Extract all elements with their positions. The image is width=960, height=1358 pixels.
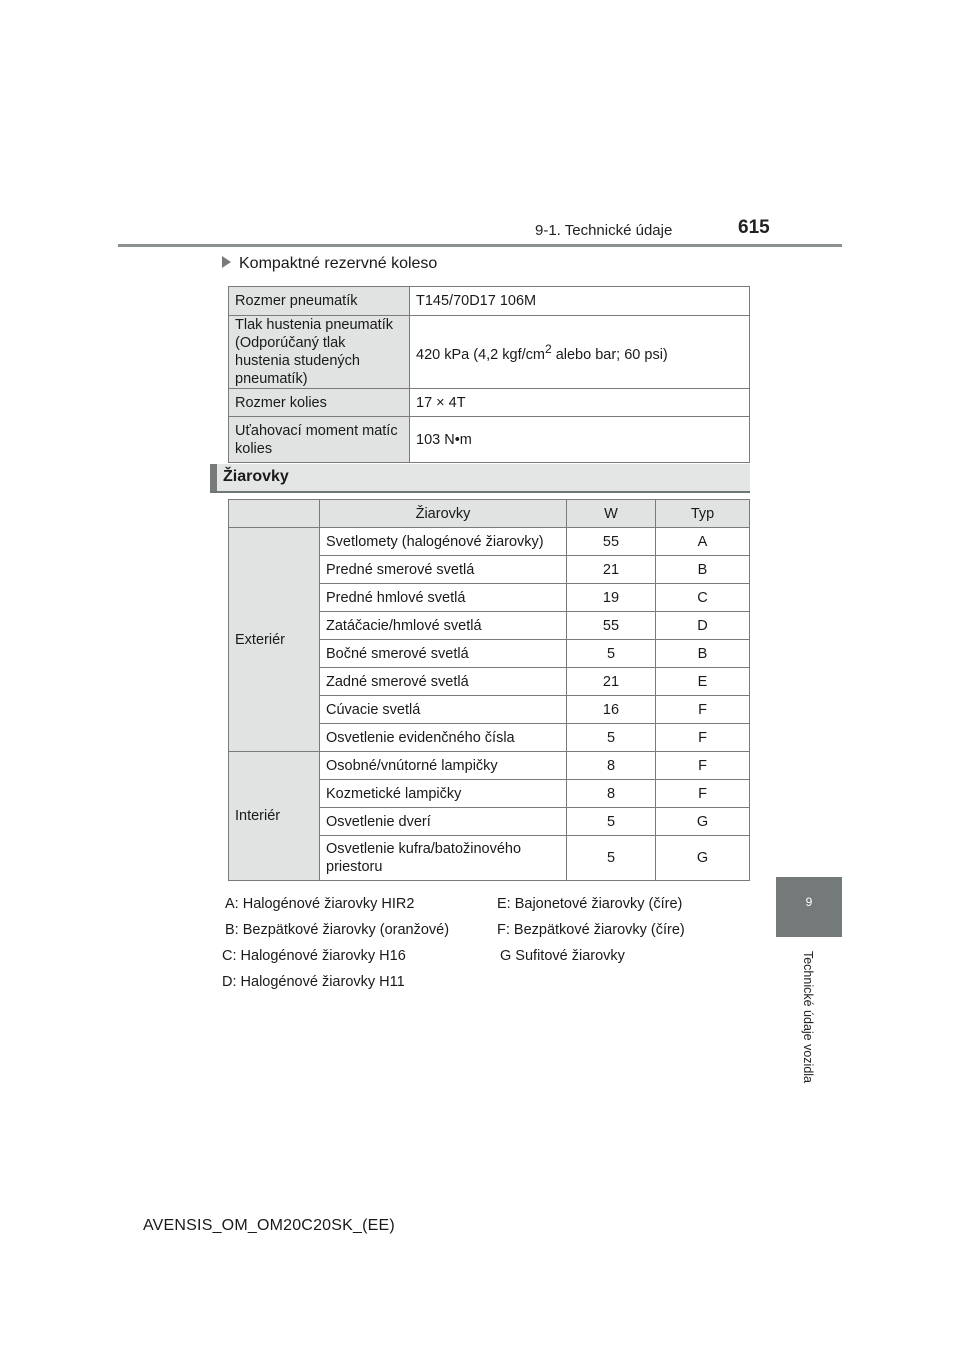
arrow-right-icon bbox=[222, 256, 231, 268]
spare-wheel-table bbox=[228, 286, 750, 463]
table-cell: 103 N•m bbox=[410, 417, 750, 463]
chapter-label: Technické údaje vozidla bbox=[801, 950, 815, 1084]
bulb-name: Osvetlenie dverí bbox=[320, 808, 567, 836]
footer-document-code: AVENSIS_OM_OM20C20SK_(EE) bbox=[143, 1217, 395, 1234]
table-cell: Rozmer pneumatík bbox=[229, 287, 410, 316]
bulb-watts: 8 bbox=[567, 780, 656, 808]
bulb-name: Predné smerové svetlá bbox=[320, 556, 567, 584]
pressure-value-suffix: alebo bar; 60 psi) bbox=[551, 346, 668, 363]
legend-c: C: Halogénové žiarovky H16 bbox=[222, 948, 406, 964]
bulb-type: B bbox=[656, 556, 750, 584]
bulb-name: Osvetlenie kufra/batožinového priestoru bbox=[320, 836, 567, 881]
bulb-watts: 21 bbox=[567, 556, 656, 584]
bulb-watts: 55 bbox=[567, 528, 656, 556]
bulb-name: Osvetlenie evidenčného čísla bbox=[320, 724, 567, 752]
table-header-cell bbox=[229, 500, 320, 528]
chapter-number: 9 bbox=[805, 895, 813, 909]
table-cell: T145/70D17 106M bbox=[410, 287, 750, 316]
bulb-type: B bbox=[656, 640, 750, 668]
bulb-type: F bbox=[656, 752, 750, 780]
bulb-type: F bbox=[656, 780, 750, 808]
bulb-type: G bbox=[656, 808, 750, 836]
table-cell: 17 × 4T bbox=[410, 389, 750, 417]
bulbs-section-title: Žiarovky bbox=[223, 468, 289, 485]
table-row bbox=[229, 287, 750, 316]
bulb-watts: 21 bbox=[567, 668, 656, 696]
legend-d: D: Halogénové žiarovky H11 bbox=[222, 974, 405, 990]
bulb-type: C bbox=[656, 584, 750, 612]
table-header-cell: Typ bbox=[656, 500, 750, 528]
header-section-title: 9-1. Technické údaje bbox=[535, 222, 673, 239]
pressure-value: 420 kPa (4,2 kgf/cm bbox=[416, 346, 545, 363]
bulb-type: E bbox=[656, 668, 750, 696]
section-marker bbox=[210, 464, 217, 491]
pressure-superscript: 2 bbox=[544, 341, 552, 356]
bulb-watts: 5 bbox=[567, 640, 656, 668]
bulb-name: Zatáčacie/hmlové svetlá bbox=[320, 612, 567, 640]
bulb-type: A bbox=[656, 528, 750, 556]
table-row bbox=[229, 389, 750, 417]
bulb-watts: 8 bbox=[567, 752, 656, 780]
header-rule bbox=[118, 244, 842, 247]
table-cell: Rozmer kolies bbox=[229, 389, 410, 417]
bulb-name: Predné hmlové svetlá bbox=[320, 584, 567, 612]
bulb-name: Cúvacie svetlá bbox=[320, 696, 567, 724]
bulb-watts: 19 bbox=[567, 584, 656, 612]
bulb-type: D bbox=[656, 612, 750, 640]
bulb-type: F bbox=[656, 696, 750, 724]
category-interior: Interiér bbox=[229, 752, 320, 881]
bulb-watts: 5 bbox=[567, 836, 656, 881]
legend-a: A: Halogénové žiarovky HIR2 bbox=[225, 896, 415, 912]
spare-wheel-heading bbox=[222, 255, 437, 273]
bulb-watts: 16 bbox=[567, 696, 656, 724]
bulb-name: Osobné/vnútorné lampičky bbox=[320, 752, 567, 780]
table-header-cell: W bbox=[567, 500, 656, 528]
table-cell bbox=[410, 316, 750, 389]
table-row bbox=[229, 417, 750, 463]
category-exterior: Exteriér bbox=[229, 528, 320, 752]
spare-wheel-heading-text: Kompaktné rezervné koleso bbox=[239, 255, 438, 272]
table-row bbox=[229, 316, 750, 389]
legend-e: E: Bajonetové žiarovky (číre) bbox=[497, 896, 683, 912]
table-row bbox=[229, 752, 750, 780]
chapter-tab bbox=[776, 877, 842, 937]
table-header-row bbox=[229, 500, 750, 528]
bulb-name: Kozmetické lampičky bbox=[320, 780, 567, 808]
table-row bbox=[229, 528, 750, 556]
table-header-cell: Žiarovky bbox=[320, 500, 567, 528]
page-number: 615 bbox=[738, 217, 770, 238]
bulb-watts: 5 bbox=[567, 724, 656, 752]
bulbs-table bbox=[228, 499, 750, 881]
bulb-type: G bbox=[656, 836, 750, 881]
bulb-watts: 5 bbox=[567, 808, 656, 836]
table-cell: Uťahovací moment matíc kolies bbox=[229, 417, 410, 463]
bulbs-section-heading bbox=[210, 464, 750, 493]
table-cell: Tlak hustenia pneumatík (Odporúčaný tlak hustenia studených pneumatík) bbox=[229, 316, 410, 389]
bulb-name: Bočné smerové svetlá bbox=[320, 640, 567, 668]
bulb-watts: 55 bbox=[567, 612, 656, 640]
legend-b: B: Bezpätkové žiarovky (oranžové) bbox=[225, 922, 450, 938]
bulb-type: F bbox=[656, 724, 750, 752]
legend-g: G Sufitové žiarovky bbox=[500, 948, 625, 964]
bulb-name: Svetlomety (halogénové žiarovky) bbox=[320, 528, 567, 556]
bulb-name: Zadné smerové svetlá bbox=[320, 668, 567, 696]
legend-f: F: Bezpätkové žiarovky (číre) bbox=[497, 922, 685, 938]
